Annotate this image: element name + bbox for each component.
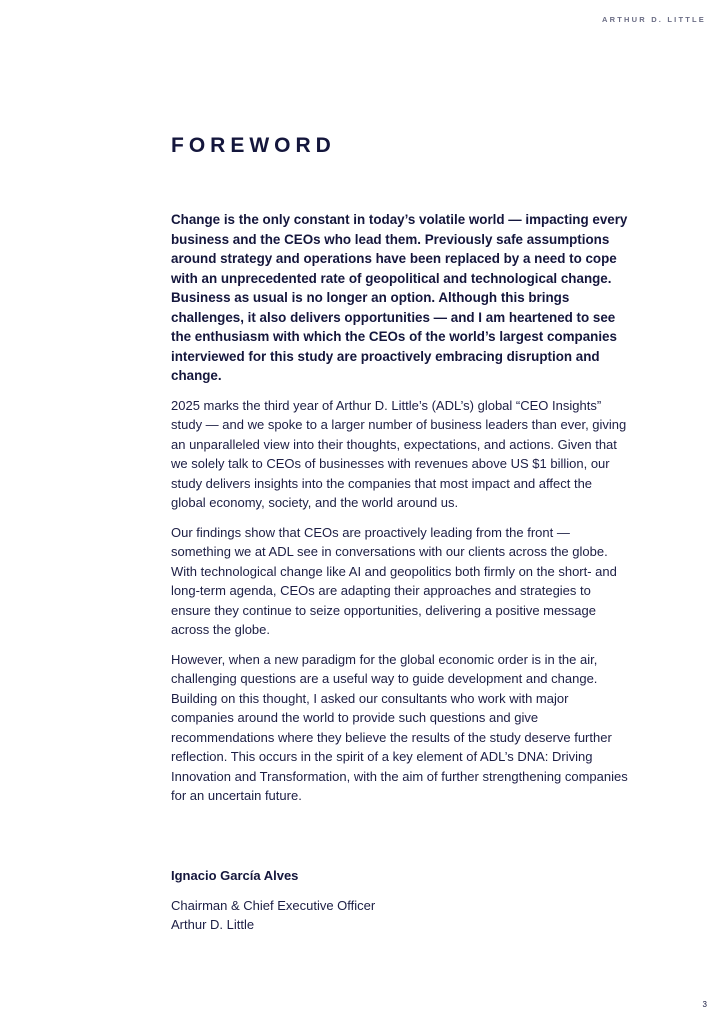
page-title: FOREWORD: [171, 134, 336, 157]
signatory-role: Chairman & Chief Executive Officer: [171, 897, 376, 913]
foreword-body: [171, 210, 629, 816]
body-paragraph-3: However, when a new paradigm for the global economic order is in the air, challenging questions are a useful way to guide development and change. Building on this thought, I asked our consultants who work with major companies around the world to provide such questions and give recommendations where they believe the results of the study deserve further reflection. This occurs in the spirit of a key element of ADL’s DNA: Driving Innovation and Transformation, with the aim of further strengthening companies for an uncertain future.: [171, 651, 628, 803]
body-paragraph-2: Our findings show that CEOs are proactively leading from the front — something we at ADL see in conversations with our clients across the globe. With technological change like AI and geopolitics both firmly on the short- and long-term agenda, CEOs are adapting their approaches and strategies to ensure they continue to seize opportunities, delivering a positive message across the globe.: [171, 524, 617, 637]
header-brand: ARTHUR D. LITTLE: [602, 15, 706, 24]
lead-paragraph: Change is the only constant in today’s volatile world — impacting every business and the CEOs who lead them. Previously safe assumptions around strategy and operations have been replaced by a need to cope with an unprecedented rate of geopolitical and technological change. Business as usual is no longer an option. Although this brings challenges, it also delivers opportunities — and I am heartened to see the enthusiasm with which the CEOs of the world’s largest companies interviewed for this study are proactively embracing disruption and change.: [171, 212, 628, 383]
body-paragraph-1: 2025 marks the third year of Arthur D. Little’s (ADL’s) global “CEO Insights” study — and we spoke to a larger number of business leaders than ever, giving an unparalleled view into their thoughts, expectations, and actions. Given that we solely talk to CEOs of businesses with revenues above US $1 billion, our study delivers insights into the companies that most impact and affect the global economy, society, and the world around us.: [171, 397, 627, 510]
page-number: 3: [702, 1000, 707, 1009]
signature-block: [171, 866, 571, 935]
signatory-name: Ignacio García Alves: [171, 868, 299, 883]
signatory-company: Arthur D. Little: [171, 917, 255, 932]
